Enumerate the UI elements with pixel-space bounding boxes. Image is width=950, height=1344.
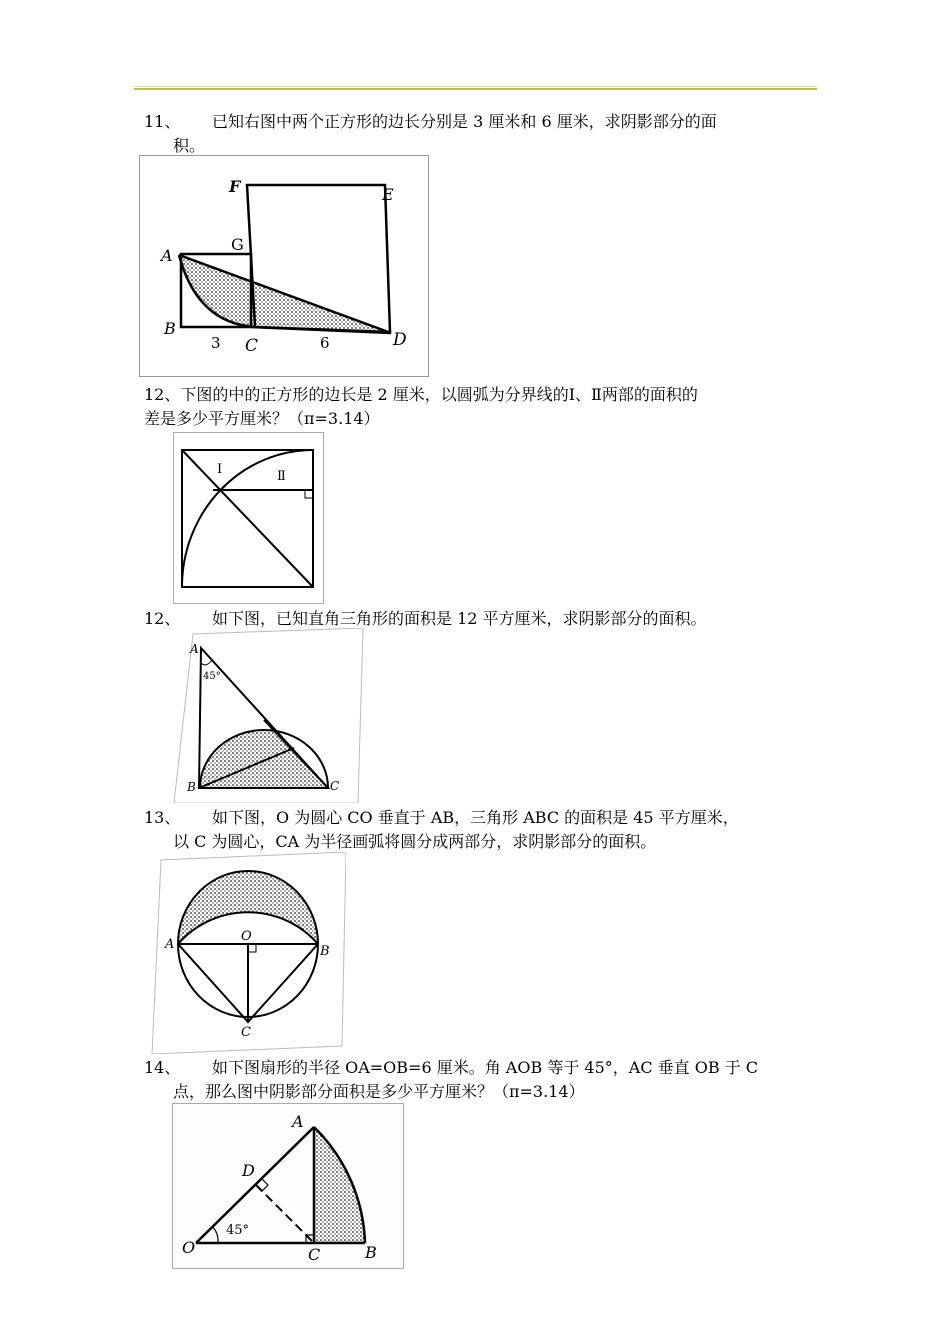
question-text: 下图的中的正方形的边长是 2 厘米，以圆弧为分界线的Ⅰ、Ⅱ两部的面积的 xyxy=(180,385,698,404)
question-text-cont: 点，那么图中阴影部分面积是多少平方厘米？（π=3.14） xyxy=(173,1082,585,1101)
label-O: O xyxy=(241,929,252,944)
figure-circle xyxy=(150,852,346,1054)
label-D: D xyxy=(242,1161,255,1180)
figure-sector xyxy=(172,1103,404,1269)
question-text: 如下图，O 为圆心 CO 垂直于 AB，三角形 ABC 的面积是 45 平方厘米， xyxy=(212,808,739,827)
label-B: B xyxy=(320,944,330,959)
label-F: F xyxy=(229,177,241,196)
label-side-3: 3 xyxy=(211,334,221,352)
label-C: C xyxy=(308,1245,321,1264)
label-A: A xyxy=(292,1112,304,1131)
question-text-cont: 差是多少平方厘米？（π=3.14） xyxy=(144,409,380,428)
question-text: 已知右图中两个正方形的边长分别是 3 厘米和 6 厘米，求阴影部分的面 xyxy=(212,112,717,131)
label-O: O xyxy=(182,1238,196,1257)
label-side-6: 6 xyxy=(320,334,330,352)
question-text: 如下图，已知直角三角形的面积是 12 平方厘米，求阴影部分的面积。 xyxy=(212,609,707,628)
question-13 xyxy=(144,806,810,854)
question-12a xyxy=(144,383,810,431)
label-D: D xyxy=(393,330,407,350)
question-number: 14、 xyxy=(144,1058,181,1077)
question-number: 12、 xyxy=(144,385,181,404)
label-G: G xyxy=(231,235,244,254)
figure-two-squares xyxy=(139,155,429,377)
label-A: A xyxy=(161,246,173,265)
question-text-cont: 以 C 为圆心，CA 为半径画弧将圆分成两部分，求阴影部分的面积。 xyxy=(173,832,657,851)
header-rule xyxy=(134,86,817,91)
label-C: C xyxy=(241,1025,251,1040)
label-E: E xyxy=(382,185,394,204)
label-C: C xyxy=(330,779,340,793)
question-number: 11、 xyxy=(144,112,181,131)
question-text-cont: 积。 xyxy=(173,136,206,155)
label-B: B xyxy=(365,1243,377,1262)
question-text: 如下图扇形的半径 OA=OB=6 厘米。角 AOB 等于 45°，AC 垂直 OB 于 C xyxy=(212,1058,759,1077)
label-B: B xyxy=(187,780,196,794)
label-angle: 45° xyxy=(203,671,221,682)
label-C: C xyxy=(245,336,259,356)
question-number: 13、 xyxy=(144,808,181,827)
label-II: Ⅱ xyxy=(277,469,286,484)
question-14 xyxy=(144,1056,810,1104)
label-B: B xyxy=(164,319,176,338)
question-11 xyxy=(144,110,810,158)
figure-square-arc xyxy=(173,432,324,604)
label-I: Ⅰ xyxy=(217,462,223,477)
label-A: A xyxy=(165,937,175,952)
question-number: 12、 xyxy=(144,609,181,628)
label-angle: 45° xyxy=(226,1223,250,1238)
figure-right-triangle xyxy=(172,628,364,803)
label-A: A xyxy=(190,642,199,656)
